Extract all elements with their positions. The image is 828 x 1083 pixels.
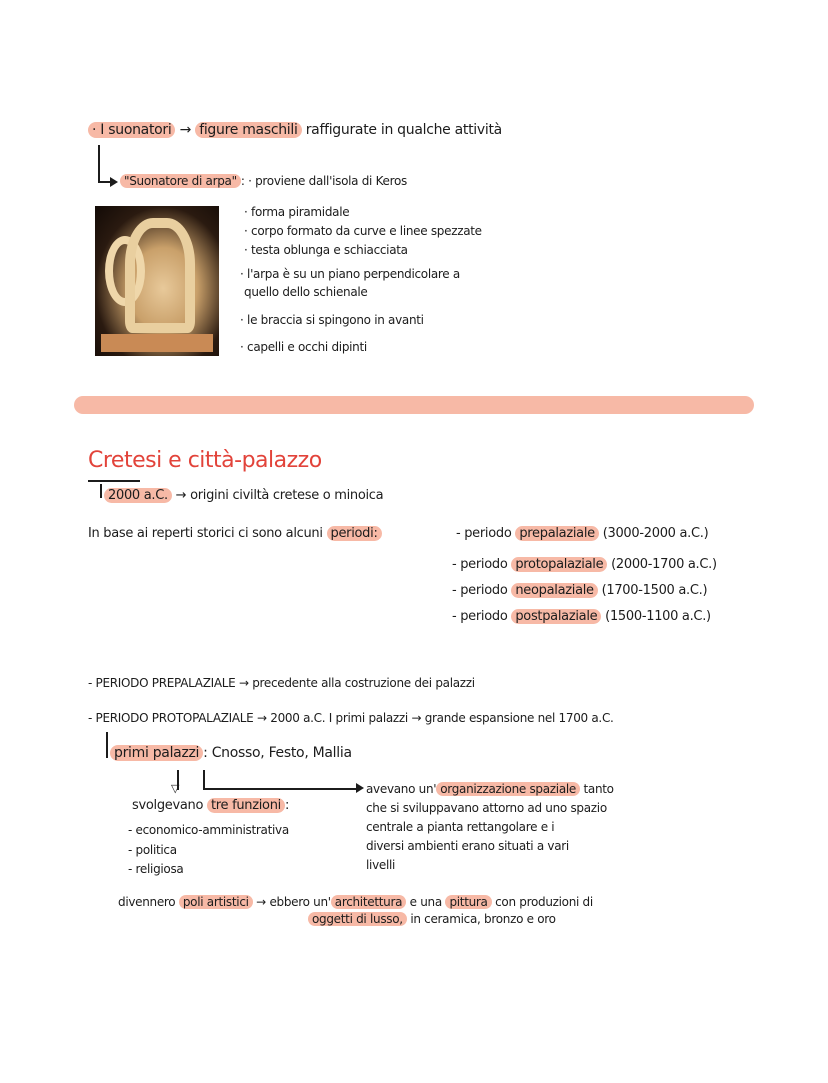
pittura-highlight: pittura — [445, 895, 491, 909]
suonatori-line — [88, 122, 502, 138]
period-range: (3000-2000 a.C.) — [602, 526, 709, 541]
branch-connector — [203, 788, 358, 790]
period-row-3 — [452, 609, 711, 624]
period-range: (2000-1700 a.C.) — [611, 557, 717, 572]
suonatori-rest: raffigurate in qualche attività — [305, 122, 502, 138]
suonatore-arpa-image — [95, 206, 219, 356]
section-divider — [74, 396, 754, 414]
period-range: (1700-1500 a.C.) — [601, 583, 708, 598]
protopalaziale-line: - PERIODO PROTOPALAZIALE → 2000 a.C. I primi palazzi → grande espansione nel 1700 a.C. — [88, 711, 614, 725]
org-text: tanto — [583, 782, 614, 796]
period-prefix: - periodo — [452, 609, 508, 624]
poli-text: e una — [409, 895, 442, 909]
periods-intro: In base ai reperti storici ci sono alcuni — [88, 526, 323, 541]
figure-shape — [125, 218, 195, 333]
period-name: prepalaziale — [515, 526, 599, 541]
poli-pre: divennero — [118, 895, 176, 909]
suonatori-bullet: · I suonatori — [88, 122, 175, 138]
org-line-1: che si sviluppavano attorno ad uno spazio — [366, 801, 607, 815]
periods-intro-line — [88, 526, 382, 541]
function-0: - economico-amministrativa — [128, 823, 289, 837]
function-2: - religiosa — [128, 862, 184, 876]
period-name: protopalaziale — [511, 557, 607, 572]
periods-word: periodi: — [327, 526, 382, 541]
feature-7: · capelli e occhi dipinti — [240, 340, 367, 354]
arrow-icon — [110, 177, 118, 187]
arrow-down-icon: ▽ — [171, 782, 180, 795]
suonatore-arpa-line — [120, 174, 407, 188]
poli-line-1 — [308, 912, 556, 926]
poli-highlight: poli artistici — [179, 895, 253, 909]
suonatore-arpa-title: "Suonatore di arpa" — [120, 174, 241, 188]
org-highlight: organizzazione spaziale — [436, 782, 580, 796]
highlight-figure-maschili: figure maschili — [195, 122, 301, 138]
period-name: postpalaziale — [511, 609, 601, 624]
branch-connector — [203, 770, 205, 788]
oggetti-lusso-highlight: oggetti di lusso, — [308, 912, 407, 926]
org-line-0 — [366, 782, 614, 796]
prepalaziale-line: - PERIODO PREPALAZIALE → precedente alla costruzione dei palazzi — [88, 676, 475, 690]
org-line-2: centrale a pianta rettangolare e i — [366, 820, 555, 834]
feature-0: · proviene dall'isola di Keros — [248, 174, 408, 188]
feature-3: · testa oblunga e schiacciata — [244, 243, 408, 257]
org-line-3: diversi ambienti erano situati a vari — [366, 839, 569, 853]
org-pre: avevano un' — [366, 782, 437, 796]
functions-highlight: tre funzioni — [207, 798, 285, 813]
tree-connector — [100, 484, 102, 498]
poli-text: con produzioni di — [495, 895, 593, 909]
functions-intro-line — [132, 798, 289, 813]
feature-1: · forma piramidale — [244, 205, 350, 219]
period-row-2 — [452, 583, 707, 598]
colon: : — [284, 798, 290, 813]
period-range: (1500-1100 a.C.) — [605, 609, 711, 624]
feature-2: · corpo formato da curve e linee spezzate — [244, 224, 482, 238]
period-prefix: - periodo — [452, 557, 508, 572]
period-prefix: - periodo — [452, 583, 508, 598]
period-row-0 — [456, 526, 708, 541]
tree-connector — [106, 732, 108, 758]
feature-5: quello dello schienale — [244, 285, 368, 299]
period-name: neopalaziale — [511, 583, 597, 598]
arrow-right-icon — [356, 783, 364, 793]
functions-intro: svolgevano — [132, 798, 204, 813]
colon: : — [240, 174, 245, 188]
function-1: - politica — [128, 843, 177, 857]
tree-connector — [98, 145, 100, 181]
poli-text: → ebbero un' — [256, 895, 331, 909]
org-line-4: livelli — [366, 858, 396, 872]
primi-palazzi-label: primi palazzi — [110, 745, 203, 761]
primi-palazzi-line — [110, 745, 352, 761]
origin-date: 2000 a.C. — [104, 488, 172, 503]
section-title: Cretesi e città-palazzo — [88, 448, 322, 473]
arrow: → — [179, 122, 192, 138]
origin-line — [104, 488, 383, 503]
origin-text: → origini civiltà cretese o minoica — [175, 488, 384, 503]
architettura-highlight: architettura — [331, 895, 406, 909]
primi-palazzi-list: : Cnosso, Festo, Mallia — [203, 745, 352, 761]
title-underline — [88, 480, 140, 482]
poli-end: in ceramica, bronzo e oro — [410, 912, 556, 926]
base-shape — [101, 334, 213, 352]
poli-line-0 — [118, 895, 593, 909]
period-row-1 — [452, 557, 717, 572]
period-prefix: - periodo — [456, 526, 512, 541]
feature-4: · l'arpa è su un piano perpendicolare a — [240, 267, 460, 281]
feature-6: · le braccia si spingono in avanti — [240, 313, 424, 327]
